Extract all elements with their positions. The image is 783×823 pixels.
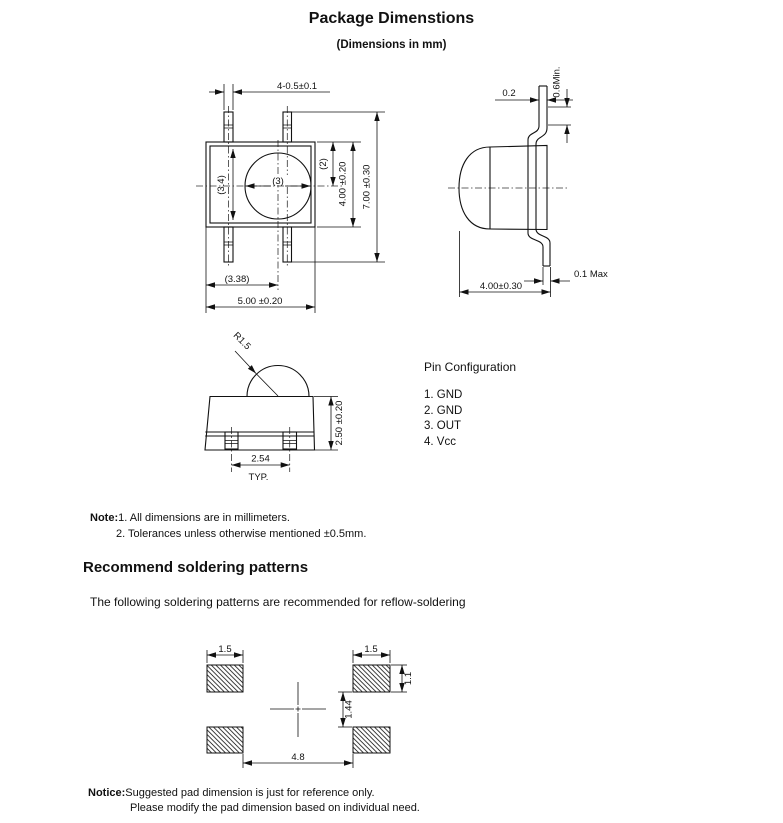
- solder-pad: [353, 665, 390, 692]
- side-depth-dim: 4.00±0.30: [479, 281, 523, 292]
- pin-configuration-title: Pin Configuration: [424, 360, 517, 374]
- front-view-drawing: [180, 70, 392, 320]
- pin-item: 4. Vcc: [424, 435, 456, 448]
- soldering-description: The following soldering patterns are recommended for reflow-soldering: [90, 595, 466, 609]
- notice-line-2: Please modify the pad dimension based on individual need.: [130, 802, 420, 814]
- package-body: [205, 397, 315, 451]
- note-label: Note:: [90, 512, 119, 524]
- lens-dome: [247, 366, 309, 397]
- side-standoff-dim: 0.1 Max: [574, 269, 608, 280]
- pad-height-dim: 1.1: [403, 671, 414, 686]
- pad-width-left-dim: 1.5: [218, 644, 232, 655]
- solder-pad: [207, 665, 243, 692]
- solder-pad: [207, 727, 243, 753]
- side-lead-thickness-dim: 0.2: [502, 88, 516, 99]
- front-overall-height-dim: 7.00 ±0.30: [361, 164, 373, 210]
- side-lead-tip-dim: 0.6Min.: [551, 66, 563, 98]
- side-view-drawing: [440, 55, 625, 300]
- note-text-1: 1. All dimensions are in millimeters.: [118, 512, 290, 524]
- page-subtitle: (Dimensions in mm): [336, 39, 447, 51]
- lead-pitch-dim: 2.54: [251, 453, 270, 465]
- lens-profile-drawing: [195, 330, 360, 488]
- front-lens-offset-dim: (2): [318, 158, 329, 170]
- front-lead-width-dim: 4-0.5±0.1: [276, 81, 318, 92]
- front-body-width-dim: 5.00 ±0.20: [237, 296, 283, 307]
- pin-item: 3. OUT: [424, 420, 462, 432]
- notice-text-1: Suggested pad dimension is just for reference only.: [125, 787, 375, 799]
- notice-label: Notice:: [88, 787, 126, 799]
- lead-crimp-marks: [225, 441, 298, 444]
- lead-pitch-qualifier: TYP.: [248, 472, 269, 483]
- front-lens-offset-left-dim: (3.38): [224, 274, 250, 285]
- front-lens-diameter-dim: (3): [272, 176, 284, 187]
- lead-profile: [536, 86, 550, 266]
- pin-item: 2. GND: [424, 404, 463, 417]
- note-line-2: 2. Tolerances unless otherwise mentioned ±0.5mm.: [116, 528, 367, 540]
- note-line-1: [90, 512, 290, 524]
- package-body-profile: [490, 146, 547, 230]
- pin-configuration-list: [424, 388, 462, 450]
- lens-radius-dim: R1.5: [230, 330, 253, 353]
- front-body-height-dim: 4.00 ±0.20: [337, 161, 349, 207]
- pad-gap-dim: 1.44: [343, 700, 355, 719]
- soldering-heading: Recommend soldering patterns: [83, 559, 309, 576]
- pad-width-right-dim: 1.5: [364, 644, 378, 655]
- page-title: Package Dimenstions: [308, 10, 475, 27]
- notice-line-1: [88, 787, 375, 799]
- soldering-pattern-drawing: [195, 635, 425, 777]
- front-inner-height-dim: (3.4): [216, 175, 227, 195]
- pad-span-dim: 4.8: [291, 752, 305, 763]
- solder-pad: [353, 727, 390, 753]
- pin-item: 1. GND: [424, 389, 463, 401]
- lens-height-dim: 2.50 ±0.20: [334, 400, 345, 446]
- center-crosshair: [270, 682, 326, 737]
